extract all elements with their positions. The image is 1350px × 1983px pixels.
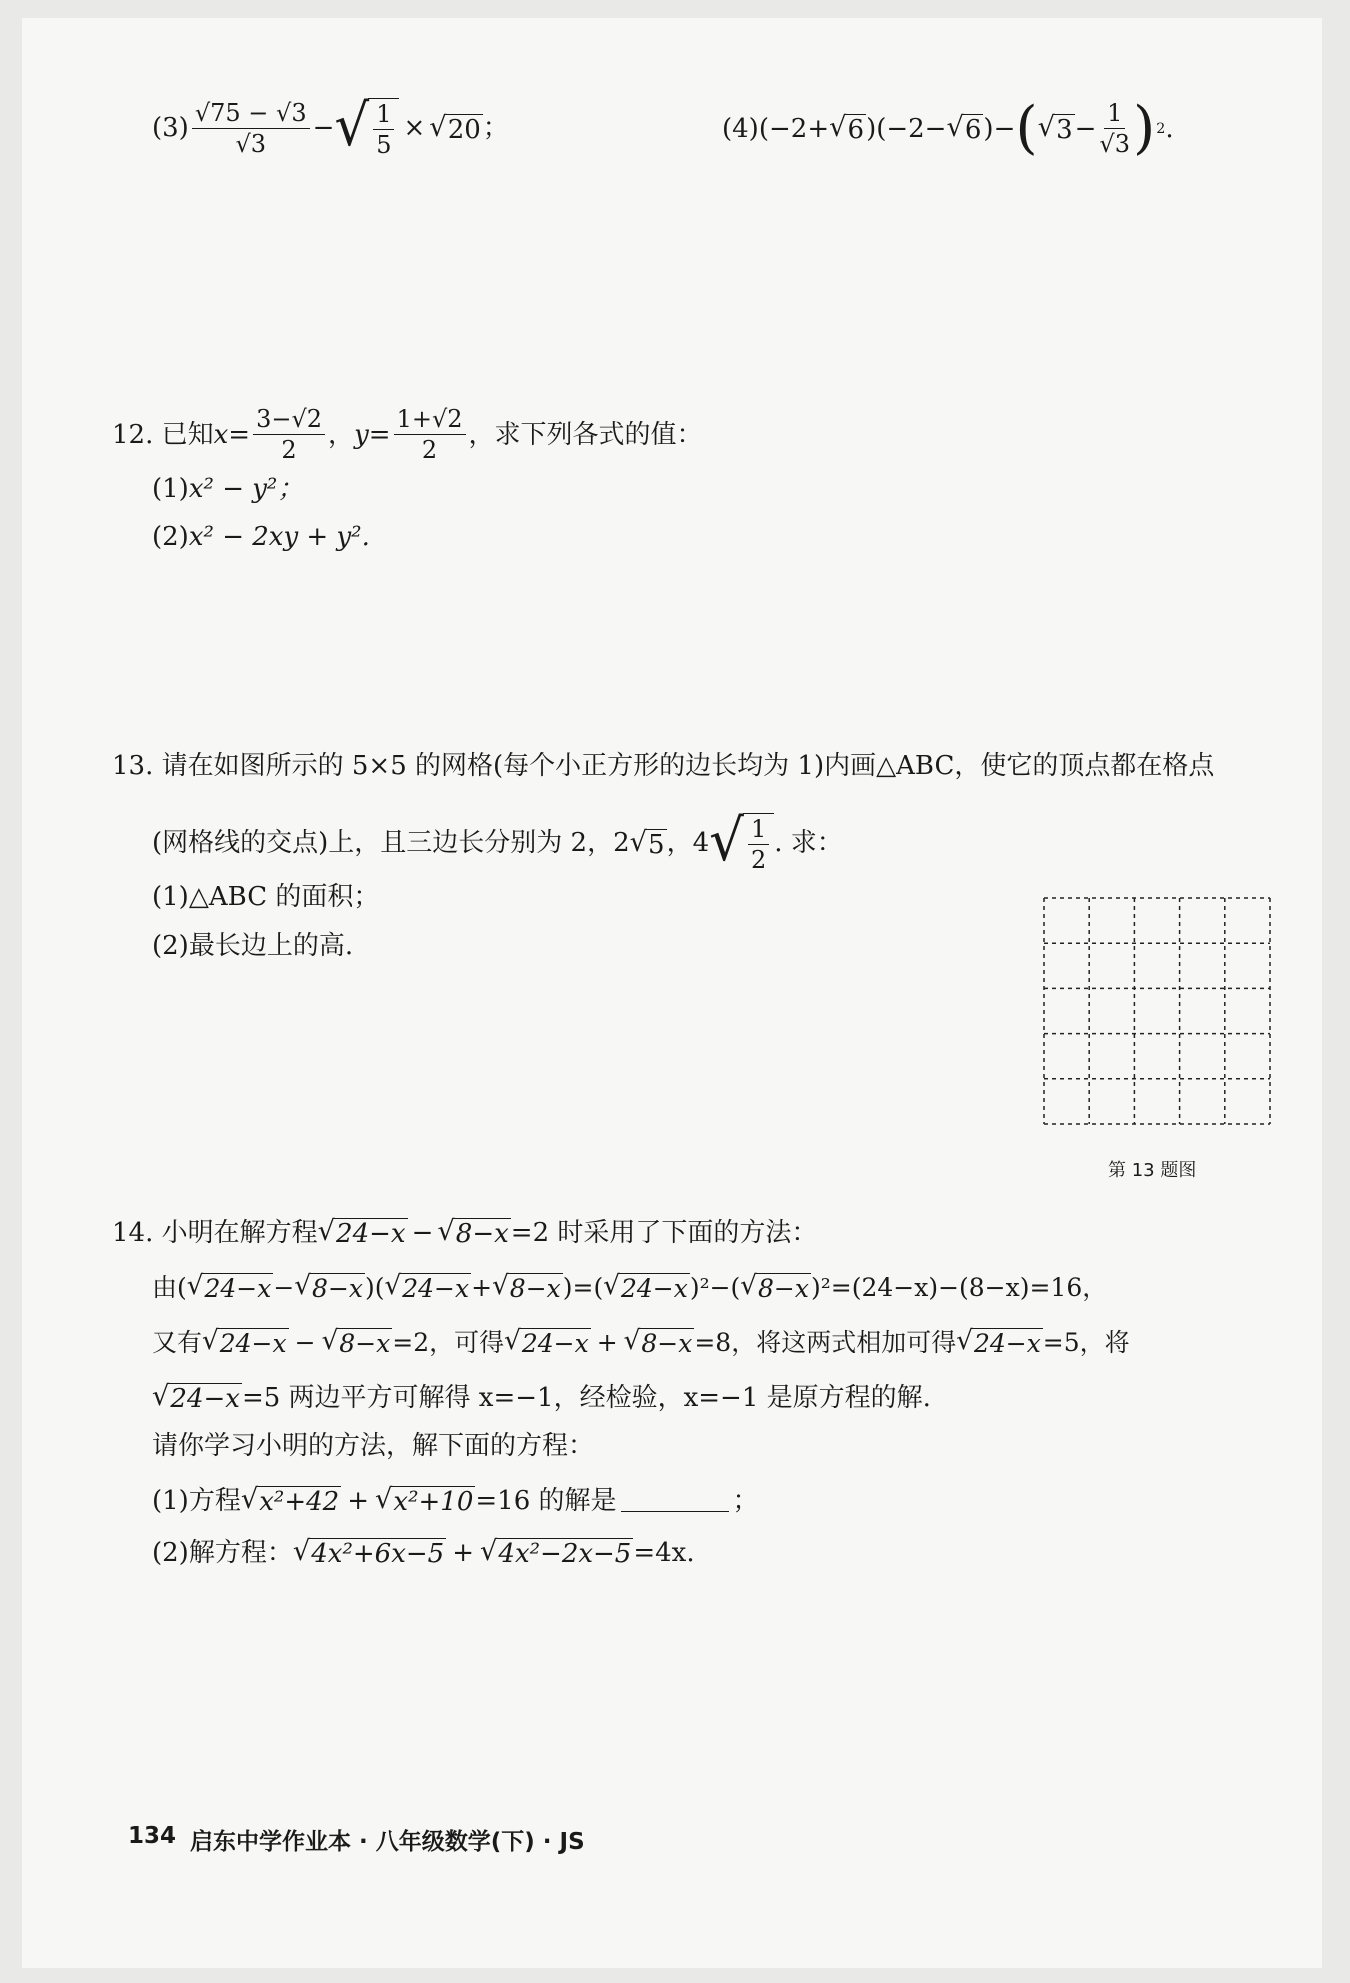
q14-l4-r1: √ 24−x xyxy=(152,1381,240,1414)
q14-line3 xyxy=(152,1328,1130,1356)
q11-p3-den: √3 xyxy=(235,129,266,158)
q14-l2-r6-val: 8−x xyxy=(758,1274,809,1303)
q14-l5-text: 请你学习小明的方法，解下面的方程： xyxy=(152,1431,595,1461)
q14-l3-c: =8，将这两式相加可得 xyxy=(694,1327,957,1357)
q14-l4-r1-val: 24−x xyxy=(170,1384,240,1414)
q14-line4 xyxy=(152,1383,931,1412)
q12-y-num: 1+√2 xyxy=(394,406,466,435)
q12-x-num: 3−√2 xyxy=(253,406,325,435)
q14-l4-text: =5 两边平方可解得 x=−1，经检验，x=−1 是原方程的解. xyxy=(241,1382,931,1413)
q14-p1-plus: + xyxy=(347,1485,370,1516)
page-footer xyxy=(128,1823,585,1856)
q13-r5: √ 5 xyxy=(629,826,665,860)
q14-l2-r3: √ 24−x xyxy=(384,1271,470,1303)
q14-l3-r2-val: 8−x xyxy=(339,1329,391,1358)
q11-p4-r3: √ 3 xyxy=(1037,112,1073,146)
q13-line2-a: (网格线的交点)上，且三边长分别为 2，2 xyxy=(152,828,630,859)
q14-stem xyxy=(112,1218,817,1247)
q11-p4-expr3: )− xyxy=(983,113,1016,144)
q14-p1-b: =16 的解是 xyxy=(475,1485,617,1516)
q14-line5 xyxy=(152,1433,594,1459)
q14-l3-plus: + xyxy=(596,1327,618,1357)
q14-l3-r5: √ 24−x xyxy=(956,1326,1041,1358)
q13-r5-val: 5 xyxy=(648,829,665,860)
q11-p4-minus: − xyxy=(1074,113,1097,144)
q14-l3-r1-val: 24−x xyxy=(219,1329,287,1358)
q13-line2 xyxy=(152,806,843,875)
q14-p2-plus: + xyxy=(452,1537,474,1568)
q14-l3-r1: √ 24−x xyxy=(202,1326,287,1358)
q13-p1-text: (1)△ABC 的面积； xyxy=(152,882,380,912)
q12-stem xyxy=(112,406,703,464)
q12-y-fraction xyxy=(394,406,466,464)
q12-part1 xyxy=(152,476,303,502)
q11-p4-r6a-val: 6 xyxy=(847,115,865,146)
q13-p2-text: (2)最长边上的高. xyxy=(152,931,354,961)
q14-p1-r2-val: x²+10 xyxy=(393,1487,474,1517)
q11-p4-end: . xyxy=(1165,113,1174,144)
q11-p4-r6b-val: 6 xyxy=(964,115,982,146)
q13-part2 xyxy=(152,933,353,959)
q14-l2-r4-val: 8−x xyxy=(509,1274,561,1303)
q14-l2-r6: √ 8−x xyxy=(740,1271,809,1303)
worksheet-page xyxy=(22,18,1322,1968)
q14-l3-a: 又有 xyxy=(152,1327,203,1357)
q14-l3-r4: √ 8−x xyxy=(623,1326,693,1358)
q13-half-num: 1 xyxy=(748,816,769,845)
q14-p2-r1-val: 4x²+6x−5 xyxy=(311,1539,445,1569)
q12-x-fraction xyxy=(253,406,325,464)
q14-l2-r4: √ 8−x xyxy=(492,1271,561,1303)
q11-p4-r6b: √ 6 xyxy=(946,112,982,146)
q14-part2 xyxy=(152,1538,695,1567)
q12-p2-label: (2) xyxy=(152,522,189,552)
q11-p4-frac-den: √3 xyxy=(1099,130,1130,159)
q11-p4-rparen: ) xyxy=(1132,95,1156,162)
q13-line1-text: 13. 请在如图所示的 5×5 的网格(每个小正方形的边长均为 1)内画△ABC，使它的顶点都在格点 xyxy=(112,751,1215,781)
q11-p4-expr1: (−2+ xyxy=(758,113,830,144)
q14-l2-r2-val: 8−x xyxy=(312,1274,363,1303)
q11-p3-frac-den: 5 xyxy=(376,131,392,160)
q11-p4-expr2: )(−2− xyxy=(866,113,947,144)
q12-y: y xyxy=(354,419,369,450)
q13-r-half: √ $\frac{1}{2}$ xyxy=(709,813,774,874)
q11-p4-r3-val: 3 xyxy=(1056,115,1073,146)
q13-line2-c: . 求： xyxy=(774,828,843,859)
q13-figure-caption: 第 13 题图 xyxy=(1108,1160,1197,1181)
q11-p3-r20: 20 xyxy=(447,114,481,145)
q14-p2-b: =4x. xyxy=(633,1537,695,1568)
q11-p4-frac-num: 1 xyxy=(1104,100,1125,129)
book-title: 启东中学作业本 · 八年级数学(下) · JS xyxy=(190,1829,585,1855)
q14-l2-r5: √ 24−x xyxy=(603,1271,688,1303)
q13-grid-figure xyxy=(1042,896,1272,1126)
q14-l2-e: )²=(24−x)−(8−x)=16， xyxy=(810,1272,1108,1302)
q14-l3-d: =5，将 xyxy=(1042,1327,1130,1357)
q11-p3-radical-20: √ 20 xyxy=(429,111,481,145)
q14-l2-r1: √ 24−x xyxy=(186,1271,272,1303)
q14-p2-r2-val: 4x²−2x−5 xyxy=(498,1539,632,1569)
q11-p3-num: √75 − √3 xyxy=(192,100,310,129)
q11-p4-lparen: ( xyxy=(1015,95,1038,162)
q14-p1-r1-val: x²+42 xyxy=(259,1487,340,1517)
q12-part2 xyxy=(152,524,370,550)
q14-l3-r3: √ 24−x xyxy=(504,1326,589,1358)
q14-line2 xyxy=(152,1273,1107,1301)
q12-stem-b: ，求下列各式的值： xyxy=(468,419,703,450)
q14-minus: − xyxy=(411,1217,434,1248)
q14-stem-a: 14. 小明在解方程 xyxy=(112,1217,318,1248)
q12-eq-x: = xyxy=(228,419,251,450)
q13-line2-b: ，4 xyxy=(666,828,710,859)
q14-l3-minus: − xyxy=(294,1327,316,1357)
q14-l2-b: )( xyxy=(365,1272,385,1302)
q14-r24x: √ 24−x xyxy=(317,1216,406,1249)
q14-l2-r1-val: 24−x xyxy=(204,1274,272,1303)
q11-p4-r6a: √ 6 xyxy=(829,112,865,146)
q11-p3-frac-num: 1 xyxy=(373,101,394,130)
q14-l2-plus: + xyxy=(471,1272,493,1302)
q13-part1 xyxy=(152,884,379,910)
q12-p1-label: (1) xyxy=(152,474,189,504)
q11-p3-end: ； xyxy=(482,113,509,144)
q14-p1-answer-blank[interactable] xyxy=(621,1489,729,1512)
q11-p3-label: (3) xyxy=(152,113,189,144)
q14-l2-c: )=( xyxy=(562,1272,604,1302)
q14-l3-r4-val: 8−x xyxy=(641,1329,693,1358)
q14-l2-minus: − xyxy=(273,1272,295,1302)
q14-p2-r1: √ 4x²+6x−5 xyxy=(292,1536,445,1569)
q12-y-den: 2 xyxy=(421,436,438,465)
q14-l3-r3-val: 24−x xyxy=(521,1329,589,1358)
q12-p1-expr: x² − y²； xyxy=(188,474,304,504)
q14-l3-r2: √ 8−x xyxy=(321,1326,391,1358)
q14-l2-r2: √ 8−x xyxy=(294,1271,363,1303)
q14-p1-end: ； xyxy=(732,1485,759,1516)
q12-x: x xyxy=(213,419,229,450)
q11-p3-fraction xyxy=(192,100,310,158)
q13-line1 xyxy=(112,753,1214,779)
q11-part4 xyxy=(722,95,1174,162)
q11-p4-fraction xyxy=(1099,100,1130,158)
q14-l2-r3-val: 24−x xyxy=(402,1274,470,1303)
q14-part1 xyxy=(152,1486,759,1515)
q11-p4-label: (4) xyxy=(722,113,759,144)
q14-r8x-val: 8−x xyxy=(455,1219,509,1249)
q12-x-den: 2 xyxy=(281,436,297,465)
q14-l2-d: )²−( xyxy=(689,1272,741,1302)
q14-p2-r2: √ 4x²−2x−5 xyxy=(480,1536,632,1569)
q14-l2-a: 由( xyxy=(152,1272,187,1302)
q12-stem-a: 12. 已知 xyxy=(112,419,214,450)
q14-r24x-val: 24−x xyxy=(336,1219,406,1249)
q11-part3 xyxy=(152,91,509,160)
q14-l3-b: =2，可得 xyxy=(392,1327,505,1357)
q14-p1-a: (1)方程 xyxy=(152,1485,241,1516)
q11-p3-times: × xyxy=(403,113,426,144)
q11-p3-minus: − xyxy=(312,113,335,144)
q14-r8x: √ 8−x xyxy=(437,1216,509,1249)
q13-half-den: 2 xyxy=(750,846,767,875)
q14-l2-r5-val: 24−x xyxy=(620,1274,688,1303)
q14-l3-r5-val: 24−x xyxy=(973,1329,1041,1358)
page-number: 134 xyxy=(128,1823,177,1849)
q11-p4-exponent: 2 xyxy=(1156,120,1166,137)
q14-p2-a: (2)解方程： xyxy=(152,1537,293,1568)
q12-comma: ， xyxy=(328,419,355,450)
q14-stem-b: =2 时采用了下面的方法： xyxy=(510,1217,818,1248)
q12-p2-expr: x² − 2xy + y². xyxy=(188,522,370,552)
q12-eq-y: = xyxy=(368,419,391,450)
q14-p1-r2: √ x²+10 xyxy=(375,1484,474,1517)
q14-p1-r1: √ x²+42 xyxy=(240,1484,340,1517)
q11-p3-radical-frac: √ $\frac{1}{5}$ xyxy=(334,98,399,159)
